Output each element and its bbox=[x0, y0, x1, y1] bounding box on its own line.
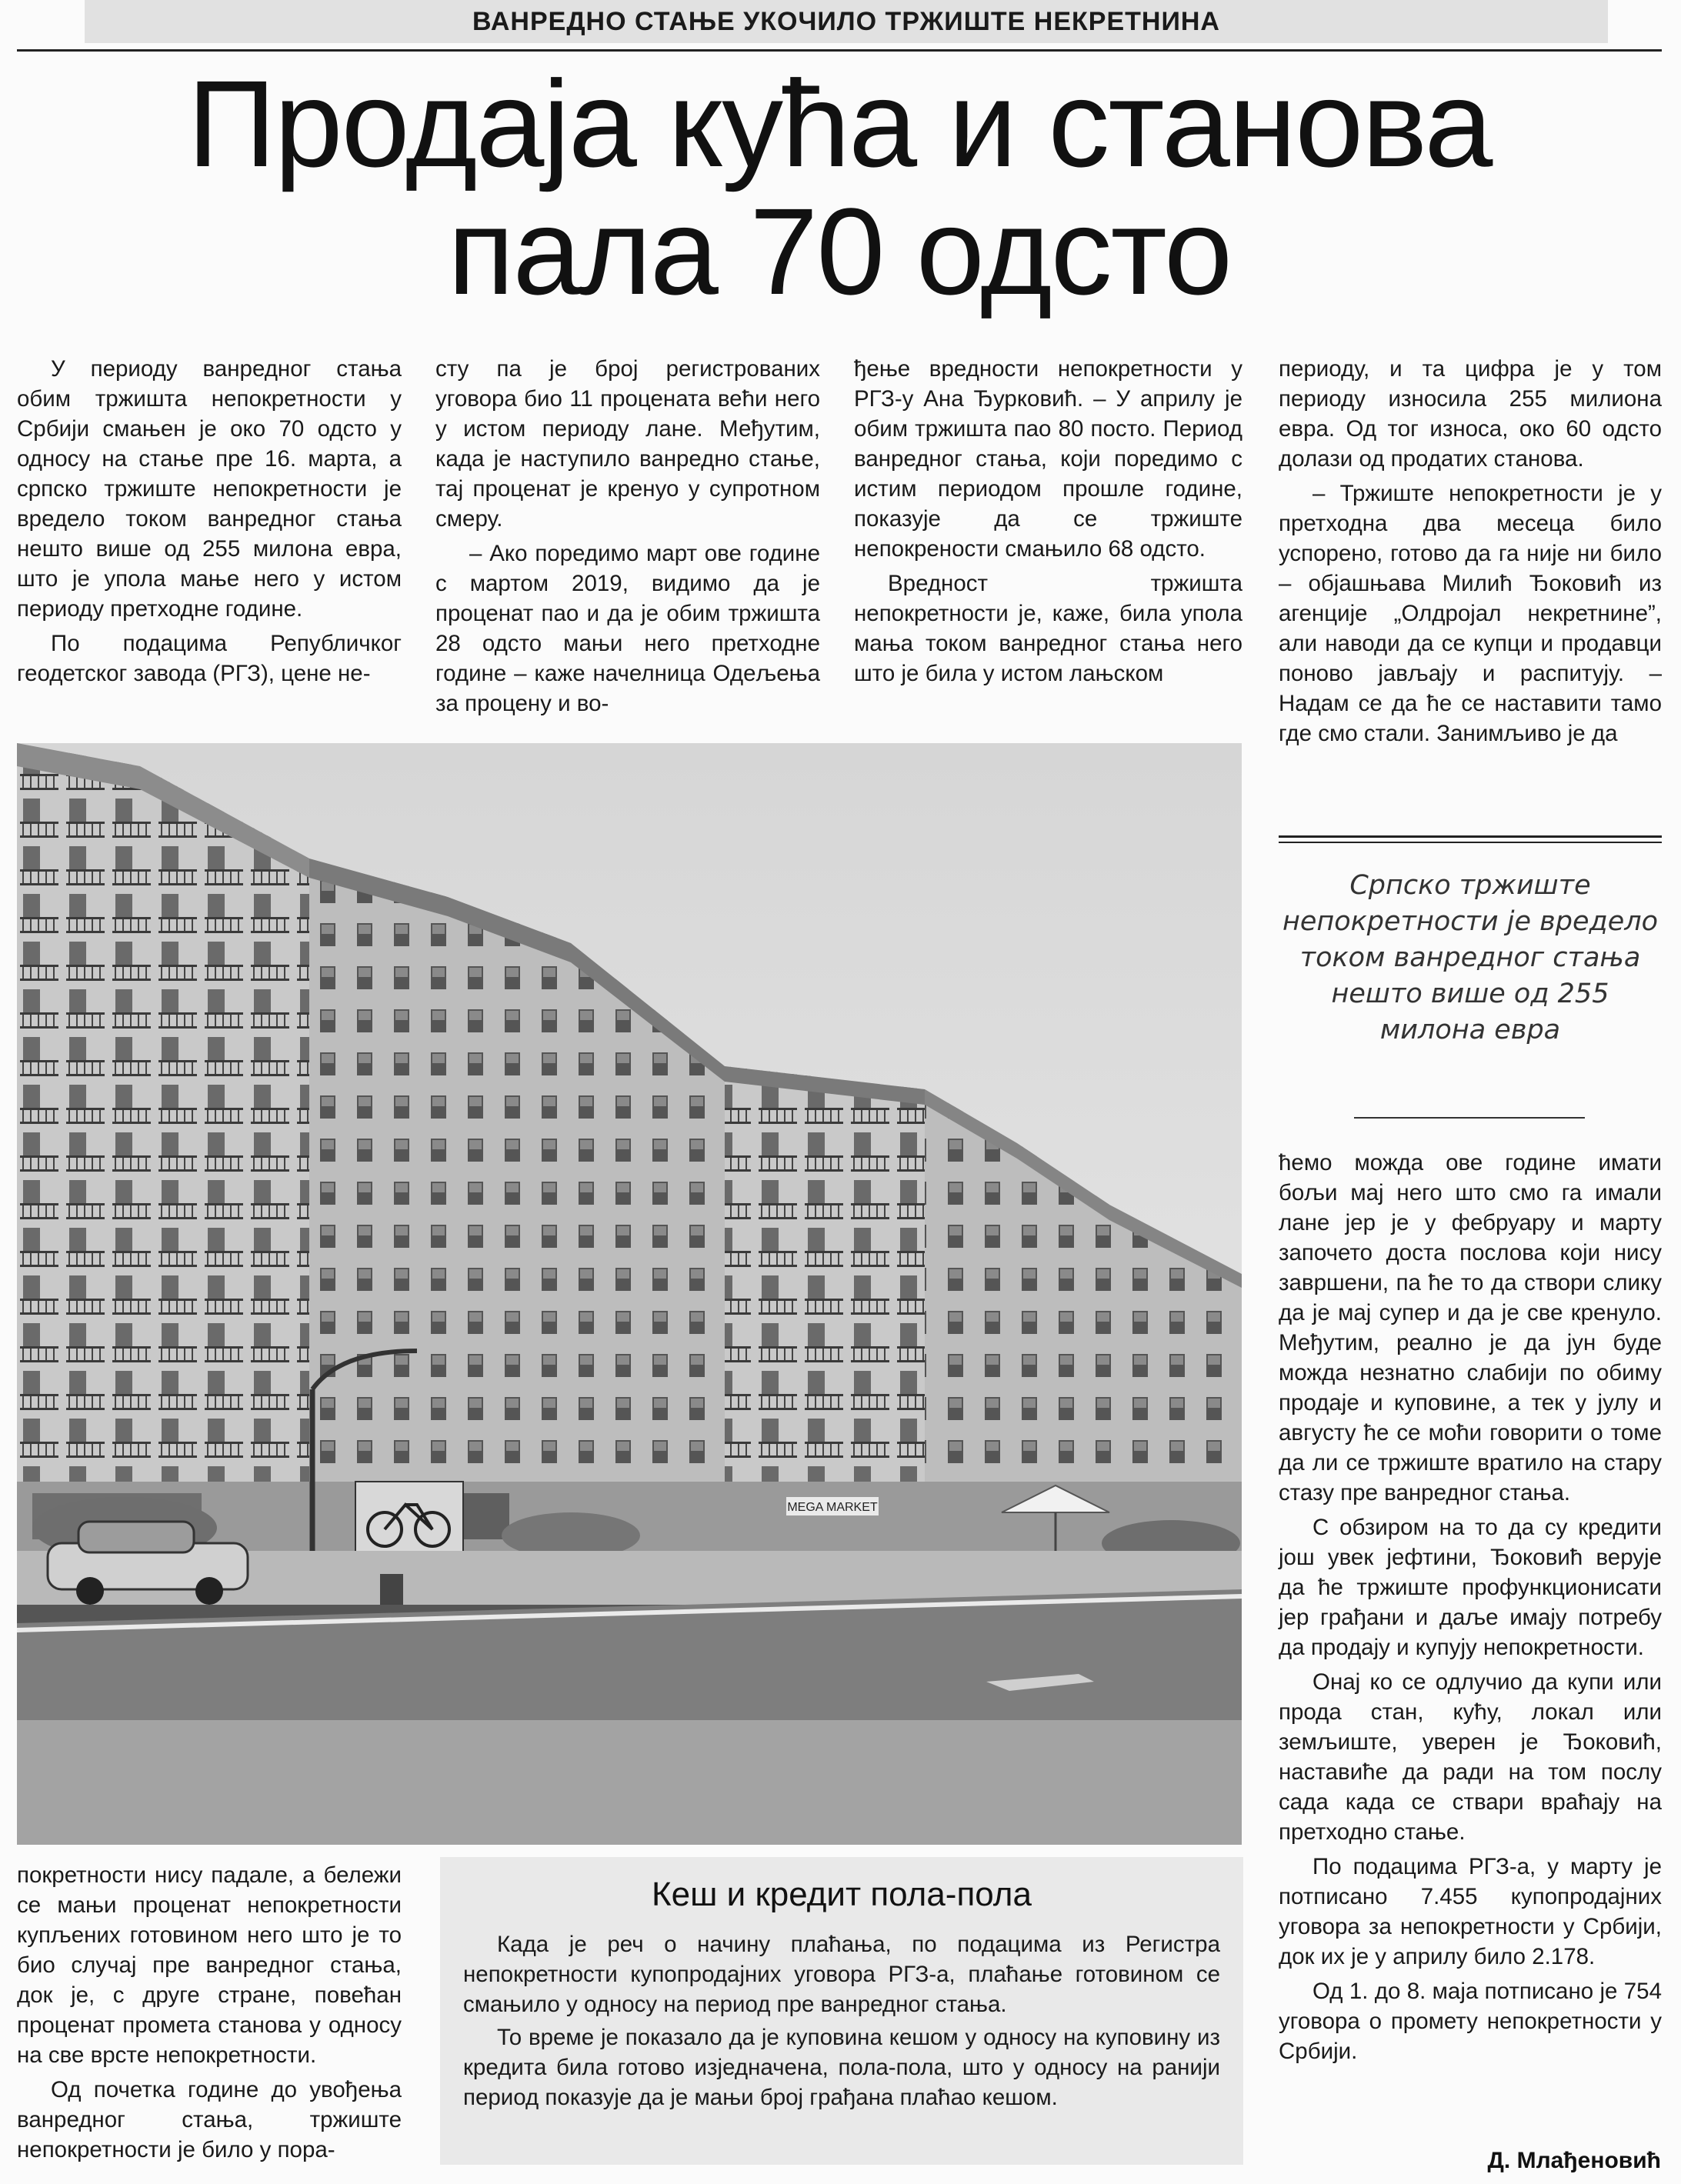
column-1-bottom bbox=[17, 1860, 402, 2169]
paragraph: Од почетка године до увођења ванредног стања, тржиште непокретности је било у пора- bbox=[17, 2077, 402, 2162]
paragraph: У периоду ванредног стања обим тржишта непокретности у Србији смањен је око 70 одсто у односу на стање пре 16. марта, а српско тржиште непокретности је вредело током ванредног стања нешто више од 255 милона евра, што је упола мање него у истом периоду претходне године. bbox=[17, 356, 402, 622]
paragraph: По подацима Републичког геодетског завода (РГЗ), цене не- bbox=[17, 631, 402, 686]
column-2 bbox=[435, 354, 820, 723]
paragraph: То време је показало да је куповина кешом у односу на куповину из кредита била готово изједначена, пола-пола, што у односу на ранији период показује да је мањи број грађана плаћао кешом. bbox=[463, 2025, 1220, 2110]
paragraph: Вредност тржишта непокретности је, каже, била упола мања током ванредног стања него што је била у истом лањском bbox=[854, 571, 1242, 686]
column-1 bbox=[17, 354, 402, 693]
column-4-bottom bbox=[1279, 1148, 1662, 2071]
paragraph: Онај ко се одлучио да купи или прода стан, кућу, локал или земљиште, уверен је Ђоковић, наставиће да ради на том послу сада када се ствари враћају на претходно стање. bbox=[1279, 1669, 1662, 1845]
paragraph: По подацима РГЗ-а, у марту је потписано 7.455 купопродајних уговора за непокретности у Србији, док их је у априлу било 2.178. bbox=[1279, 1854, 1662, 1969]
paragraph: – Ако поредимо март ове године с мартом 2019, видимо да је проценат пао и да је обим тржишта 28 одсто мањи него претходне године – каже начелница Одељења за процену и во- bbox=[435, 541, 820, 716]
paragraph: сту па је број регистрованих уговора био 11 процената већи него у истом периоду лане. Међутим, када је наступило ванредно стање, тај проценат је кренуо у супротном смеру. bbox=[435, 356, 820, 532]
kicker-banner: ВАНРЕДНО СТАЊЕ УКОЧИЛО ТРЖИШТЕ НЕКРЕТНИНА bbox=[85, 0, 1608, 43]
paragraph: периоду, и та цифра је у том периоду износила 255 милиона евра. Од тог износа, око 60 одсто долази од продатих станова. bbox=[1279, 356, 1662, 472]
column-4-top bbox=[1279, 354, 1662, 753]
shop-sign: MEGA MARKET bbox=[787, 1501, 878, 1514]
sidebar-box bbox=[440, 1857, 1243, 2165]
header-rule bbox=[17, 49, 1662, 52]
paragraph: – Тржиште непокретности је у претходна два месеца било успорено, готово да га није ни било – објашњава Милић Ђоковић из агенције „Олдројал некретнине”, али наводи да се купци и продавци поново јављају и распитују. – Надам се да ће се наставити тамо где смо стали. Занимљиво је да bbox=[1279, 481, 1662, 746]
apartment-buildings-photo bbox=[17, 743, 1242, 1845]
quote-rule bbox=[1279, 835, 1662, 838]
paragraph: ћемо можда ове године имати бољи мај него што смо га имали лане јер је у фебруару и марту започето доста послова који нису завршени, па ће то да створи слику да је мај супер и да је све кренуло. Међутим, реално је да јун буде можда незнатно слабији по обиму продаје и куповине, а тек у јулу и августу ће се моћи говорити о томе да ли се тржиште вратило на стару стазу пре ванредног стања. bbox=[1279, 1150, 1662, 1505]
byline: Д. Млађеновић bbox=[1487, 2148, 1661, 2173]
paragraph: Од 1. до 8. маја потписано је 754 уговора о промету непокретности у Србији. bbox=[1279, 1979, 1662, 2064]
pull-quote: Српско тржиште непокретности је вредело током ванредног стања нешто више од 255 милона евра bbox=[1282, 870, 1659, 1045]
paragraph: С обзиром на то да су кредити још увек јефтини, Ђоковић верује да ће тржиште профункционисати јер грађани и даље имају потребу да продају и купују непокретности. bbox=[1279, 1515, 1662, 1660]
sidebar-title: Кеш и кредит пола-пола bbox=[652, 1876, 1032, 1913]
paragraph: Када је реч о начину плаћања, по подацима из Регистра непокретности купопродајних уговора РГЗ-а, плаћање готовином се смањило у односу на период пре ванредног стања. bbox=[463, 1932, 1220, 2017]
sidebar-body bbox=[463, 1929, 1220, 2116]
quote-rule bbox=[1354, 1117, 1585, 1119]
headline bbox=[17, 55, 1662, 320]
headline-line-1: Продаја кућа и станова bbox=[187, 55, 1492, 192]
quote-rule bbox=[1279, 842, 1662, 843]
paragraph: ђење вредности непокретности у РГЗ-у Ана Ђурковић. – У априлу је обим тржишта пао 80 посто. Период ванредног стања, који поредимо с истим периодом прошле године, показује да се тржиште непокрености смањило 68 одсто. bbox=[854, 356, 1242, 562]
column-3 bbox=[854, 354, 1242, 693]
headline-line-2: пала 70 одсто bbox=[447, 182, 1232, 320]
paragraph: покретности нису падале, а бележи се мањи проценат непокретности купљених готовином него што је то био случај пре ванредног стања, док је, с друге стране, повећан проценат промета станова у односу на све врсте непокретности. bbox=[17, 1862, 402, 2068]
